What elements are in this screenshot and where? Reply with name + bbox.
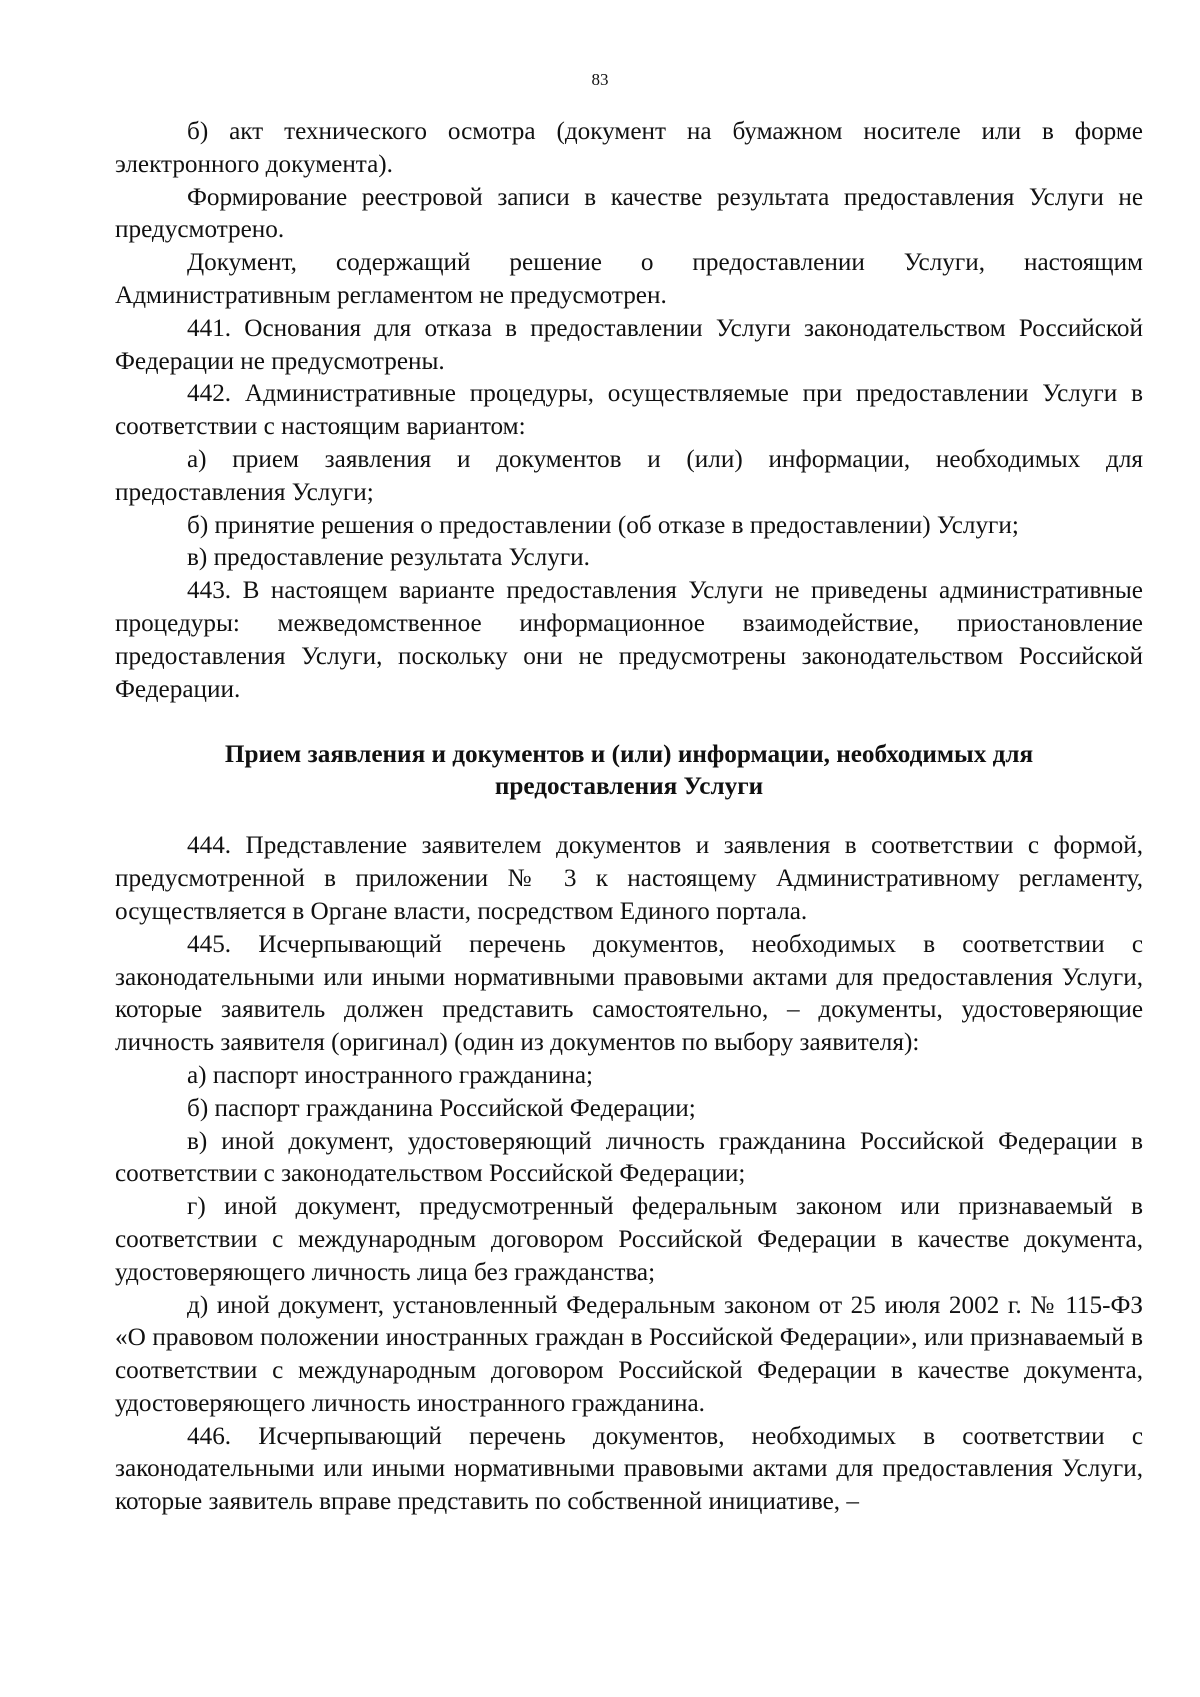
paragraph-441: 441. Основания для отказа в предоставлении Услуги законодательством Российской Федерации не предусмотрены. <box>115 314 1143 375</box>
paragraph-result-act: б) акт технического осмотра (документ на бумажном носителе или в форме электронного документа). <box>115 118 1143 178</box>
list-item-442-v: в) предоставление результата Услуги. <box>187 544 590 572</box>
list-item-445-g: г) иной документ, предусмотренный федеральным законом или признаваемый в соответствии с международным договором Российской Федерации в качестве документа, удостоверяющего личность лица без гражданства; <box>115 1193 1143 1286</box>
section-heading: Прием заявления и документов и (или) информации, необходимых для предоставления Услуги <box>224 741 1034 801</box>
page-number: 83 <box>591 70 609 89</box>
paragraph-443: 443. В настоящем варианте предоставления Услуги не приведены административные процедуры: межведомственное информационное взаимодействие, приостановление предоставления Услуги, поскольку они не предусмотрены законодательством Российской Федерации. <box>115 577 1143 703</box>
paragraph-442: 442. Административные процедуры, осуществляемые при предоставлении Услуги в соответствии с настоящим вариантом: <box>115 380 1143 441</box>
paragraph-445: 445. Исчерпывающий перечень документов, необходимых в соответствии с законодательными или иными нормативными правовыми актами для предоставления Услуги, которые заявитель должен представить самостоятельно, – документы, удостоверяющие личность заявителя (оригинал) (один из документов по выбору заявителя): <box>115 930 1143 1057</box>
list-item-442-b: б) принятие решения о предоставлении (об отказе в предоставлении) Услуги; <box>187 511 1019 539</box>
list-item-445-a: а) паспорт иностранного гражданина; <box>187 1061 594 1089</box>
document-body <box>115 116 1143 1519</box>
paragraph-registry-record: Формирование реестровой записи в качестве результата предоставления Услуги не предусмотрено. <box>115 183 1143 244</box>
list-item-445-b: б) паспорт гражданина Российской Федерации; <box>187 1094 696 1122</box>
paragraph-444: 444. Представление заявителем документов и заявления в соответствии с формой, предусмотренной в приложении № 3 к настоящему Административному регламенту, осуществляется в Органе власти, посредством Единого портала. <box>115 832 1143 925</box>
list-item-442-a: а) прием заявления и документов и (или) информации, необходимых для предоставления Услуги; <box>115 445 1143 506</box>
paragraph-decision-document: Документ, содержащий решение о предоставлении Услуги, настоящим Административным регламентом не предусмотрен. <box>115 249 1143 309</box>
list-item-445-d: д) иной документ, установленный Федеральным законом от 25 июля 2002 г. № 115-ФЗ «О правовом положении иностранных граждан в Российской Федерации», или признаваемый в соответствии с международным договором Российской Федерации в качестве документа, удостоверяющего личность иностранного гражданина. <box>115 1291 1143 1417</box>
list-item-445-v: в) иной документ, удостоверяющий личность гражданина Российской Федерации в соответствии с законодательством Российской Федерации; <box>115 1127 1143 1188</box>
paragraph-446: 446. Исчерпывающий перечень документов, необходимых в соответствии с законодательными или иными нормативными правовыми актами для предоставления Услуги, которые заявитель вправе представить по собственной инициативе, – <box>115 1422 1143 1516</box>
